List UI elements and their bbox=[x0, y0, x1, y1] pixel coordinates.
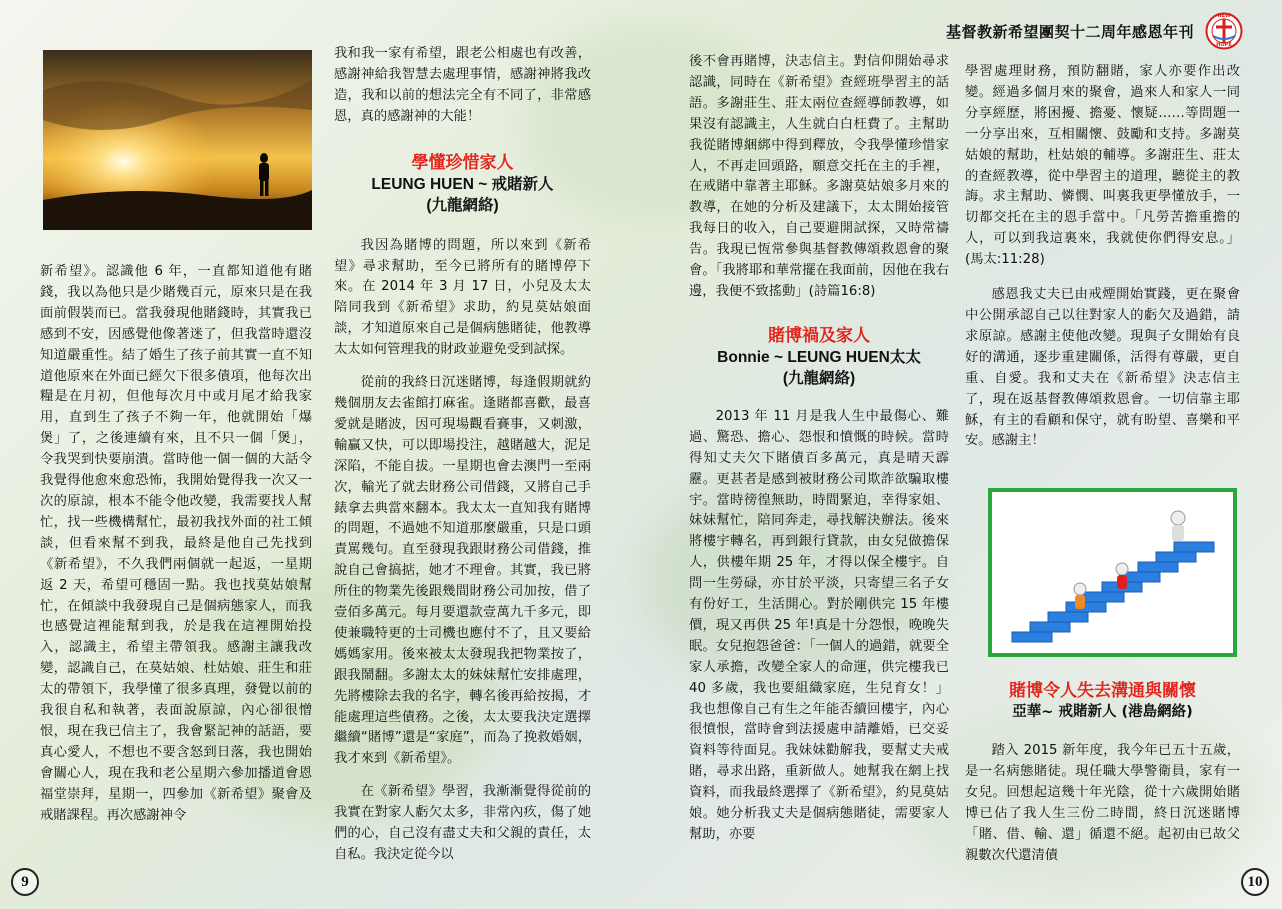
column-4-lower bbox=[965, 680, 1240, 866]
page-number-right: 10 bbox=[1241, 868, 1269, 896]
column-3 bbox=[689, 52, 949, 846]
page-header-title: 基督教新希望團契十二周年感恩年刊 bbox=[945, 23, 1194, 41]
article-title: 賭博令人失去溝通與關懷 bbox=[1009, 681, 1196, 701]
column-4 bbox=[965, 62, 1240, 452]
article-byline: LEUNG HUEN ~ 戒賭新人 bbox=[371, 175, 554, 193]
column-1 bbox=[40, 262, 312, 826]
logo bbox=[1205, 12, 1243, 50]
page-number-left: 9 bbox=[11, 868, 39, 896]
intro-paragraph: 我和我一家有希望，跟老公相處也有改善，感謝神給我智慧去處理事情，感謝神將我改造，我和以前的想法完全有不同了，非常感恩，真的感謝神的大能！ bbox=[334, 46, 591, 124]
stairs-image bbox=[988, 488, 1237, 657]
logo-top-text: NEW bbox=[1217, 13, 1231, 19]
article-byline: Bonnie ~ LEUNG HUEN太太 bbox=[717, 348, 921, 366]
paragraph: 從前的我終日沉迷賭博，每逢假期就約幾個朋友去雀館打麻雀。逢賭都喜歡，最喜愛就是賭波，因可現場觀看賽事，又刺激，輸贏又快，可以即場投注，越賭越大，泥足深陷，不能自拔。一星期也會去澳門一至兩次，輸光了就去財務公司借錢，又將自己手錶拿去典當來翻本。我太太一直知我有賭博的問題，不過她不知道那麼嚴重，只是口頭責罵幾句。直至發現我跟財務公司借錢，推說自己會搞掂，她才不理會。其實，我已將所住的物業先後跟幾間財務公司加按，借了壹佰多萬元。每月要還款壹萬九千多元，即使兼職特更的士司機也應付不了，且又要給媽媽家用。後來被太太發現我把物業按了，跟我鬧翻。多謝太太的妹妹幫忙安排處理，先將樓除去我的名字，轉名後再給按揭，才能處理這些債務。之後，太太要我決定選擇繼續“賭博”還是“家庭”，而為了挽救婚姻，我才來到《新希望》。 bbox=[334, 375, 591, 767]
paragraph: 在《新希望》學習，我漸漸覺得從前的我實在對家人虧欠太多，非常內疚，傷了她們的心，自己沒有盡丈夫和父親的責任，太自私。我決定從今以 bbox=[334, 784, 591, 862]
article-byline: 亞華~ 戒賭新人 (港島網絡) bbox=[1012, 704, 1193, 720]
article-title: 學懂珍惜家人 bbox=[411, 152, 514, 173]
article-title: 賭博禍及家人 bbox=[768, 325, 870, 346]
article-region: (九龍網絡) bbox=[426, 196, 499, 214]
paragraph: 踏入 2015 新年度，我今年已五十五歲，是一名病態賭徒。現任職大學警衛員，家有一女兒。回想起這幾十年光陰，從十六歲開始賭博已佔了我人生三份二時間，終日沉迷賭博「賭、借、輸、還」循還不絕。起初由已故父親數次代還清債 bbox=[965, 743, 1240, 863]
article-heading bbox=[965, 680, 1240, 723]
paragraph: 我因為賭博的問題，所以來到《新希望》尋求幫助，至今已將所有的賭博停下來。在 2014 年 3 月 17 日，小兒及太太陪同我到《新希望》求助，約見莫姑娘面談，才知道原來自己是個病態賭徒，他教導太太如何管理我的財政並避免受到試探。 bbox=[334, 237, 591, 358]
intro-paragraph: 學習處理財務，預防翻賭，家人亦要作出改變。經過多個月來的聚會，過來人和家人一同分享經歷，將困擾、擔憂、懷疑……等問題一一分享出來，互相關懷、鼓勵和支持。多謝莫姑娘的幫助，杜姑娘的輔導。多謝莊生、莊太的查經教導，從中學習主的道理，聽從主的教誨。求主幫助、憐憫、叫裏我更學懂放手，一切都交托在主的恩手當中。「凡勞苦擔重擔的人，可以到我這裏來，我就使你們得安息。」(馬太:11:28) bbox=[965, 64, 1240, 268]
intro-paragraph: 後不會再賭博，決志信主。對信仰開始尋求認識，同時在《新希望》查經班學習主的話語。多謝莊生、莊太兩位查經導師教導，如果沒有認識主，人生就白白枉費了。主幫助我從賭博綑綁中得到釋放，令我學懂珍惜家人，不再走回頭路，願意交托在主的手裡，在戒賭中靠著主耶穌。多謝莫姑娘多月來的教導，在她的分析及建議下，太太開始接管我每日的收入，自己要避開試探，又時常禱告。我現已恆常參與基督教傳頌救恩會的聚會。「我將耶和華常擺在我面前，因他在我右邊，我便不致搖動」(詩篇16:8) bbox=[689, 54, 949, 299]
sunset-photo bbox=[43, 50, 312, 230]
article-region: (九龍網絡) bbox=[782, 369, 856, 387]
logo-bottom-text: HOPE bbox=[1216, 42, 1232, 48]
article-heading bbox=[334, 152, 591, 216]
article-heading bbox=[689, 325, 949, 389]
column-2 bbox=[334, 44, 591, 866]
paragraph: 新希望》。認識他 6 年，一直都知道他有賭錢，我以為他只是少賭幾百元，原來只是在我面前假裝而已。當我發現他賭錢時，其實我已感到不安，因感覺他像著迷了，但我當時還沒知道嚴重性。結了婚生了孩子前其實一直不知道他原來在外面已經欠下很多債項，他每次出糧是在月初，但他每次月中或月尾才給我家用，直到生了孩子不夠一年，他就開始「爆煲」了，之後連續有來，且不只一個「煲」，令我哭到快要崩潰。當時他一個一個的大話令我覺得他愈來愈恐怖，我開始覺得我一次又一次的原諒，根本不能令他改變，我需要找人幫忙，找一些機構幫忙，最初我找外面的社工傾談，但看來幫不到我，最終是他自己先找到《新希望》，不久我們兩個就一起返，一星期返 2 天，希望可穩固一點。我也找莫姑娘幫忙，在傾談中我發現自己是個病態家人，而我也感覺這裡能幫到我，於是我在這裡開始投入，認識主，希望主帶領我。感謝主讓我改變，認識自己，在莫姑娘、杜姑娘、莊生和莊太的帶領下，我學懂了很多真理，發覺以前的我很自私和執著，表面說原諒，內心卻很憎恨，現在我已信主了，我會緊記神的話語，要真心愛人，不想也不要含怒到日落，我也開始會關心人，現在我和老公星期六參加播道會恩福堂崇拜，星期一，四參加《新希望》聚會及戒賭課程。再次感謝神令 bbox=[40, 264, 312, 823]
paragraph: 感恩我丈夫已由戒煙開始實踐，更在聚會中公開承認自己以往對家人的虧欠及過錯，請求原諒。感謝主使他改變。現與子女開始有良好的溝通，逐步重建關係，活得有尊嚴，更自重、自愛。我和丈夫在《新希望》決志信主了，現在返基督教傳頌救恩會。一切信靠主耶穌，有主的看顧和保守，就有盼望、喜樂和平安。感謝主！ bbox=[965, 287, 1240, 449]
paragraph: 2013 年 11 月是我人生中最傷心、難過、驚恐、擔心、怨恨和憤慨的時候。當時得知丈夫欠下賭債百多萬元，真是晴天霹靂。更甚者是感到被財務公司欺詐欲騙取樓宇。當時徬徨無助，時間緊迫，幸得家姐、妹妹幫忙，陪同奔走，尋找解決辦法。後來將樓宇轉名，再到銀行貸款，由女兒做擔保人，供樓年期 25 年，才得以保全樓宇。自問一生勞碌，亦甘於平淡，只寄望三名子女有份好工，生活開心。對於剛供完 15 年樓價，現又再供 25 年!真是十分怨恨，晚晚失眠。女兒抱怨爸爸：「一個人的過錯，就要全家人承擔，改變全家人的命運，供完樓我已 40 多歲，我也要組織家庭，生兒育女！」我也想像自己有生之年能否續回樓宇，內心很憤恨，當時會到法援處申請離婚，已交妥資料等待面見。我妹妹勸解我，要幫丈夫戒賭，尋求出路，重新做人。她幫我在網上找資料，而我最終選擇了《新希望》，約見莫姑娘。她分析我丈夫是個病態賭徒，需要家人幫助，亦要 bbox=[689, 408, 949, 842]
